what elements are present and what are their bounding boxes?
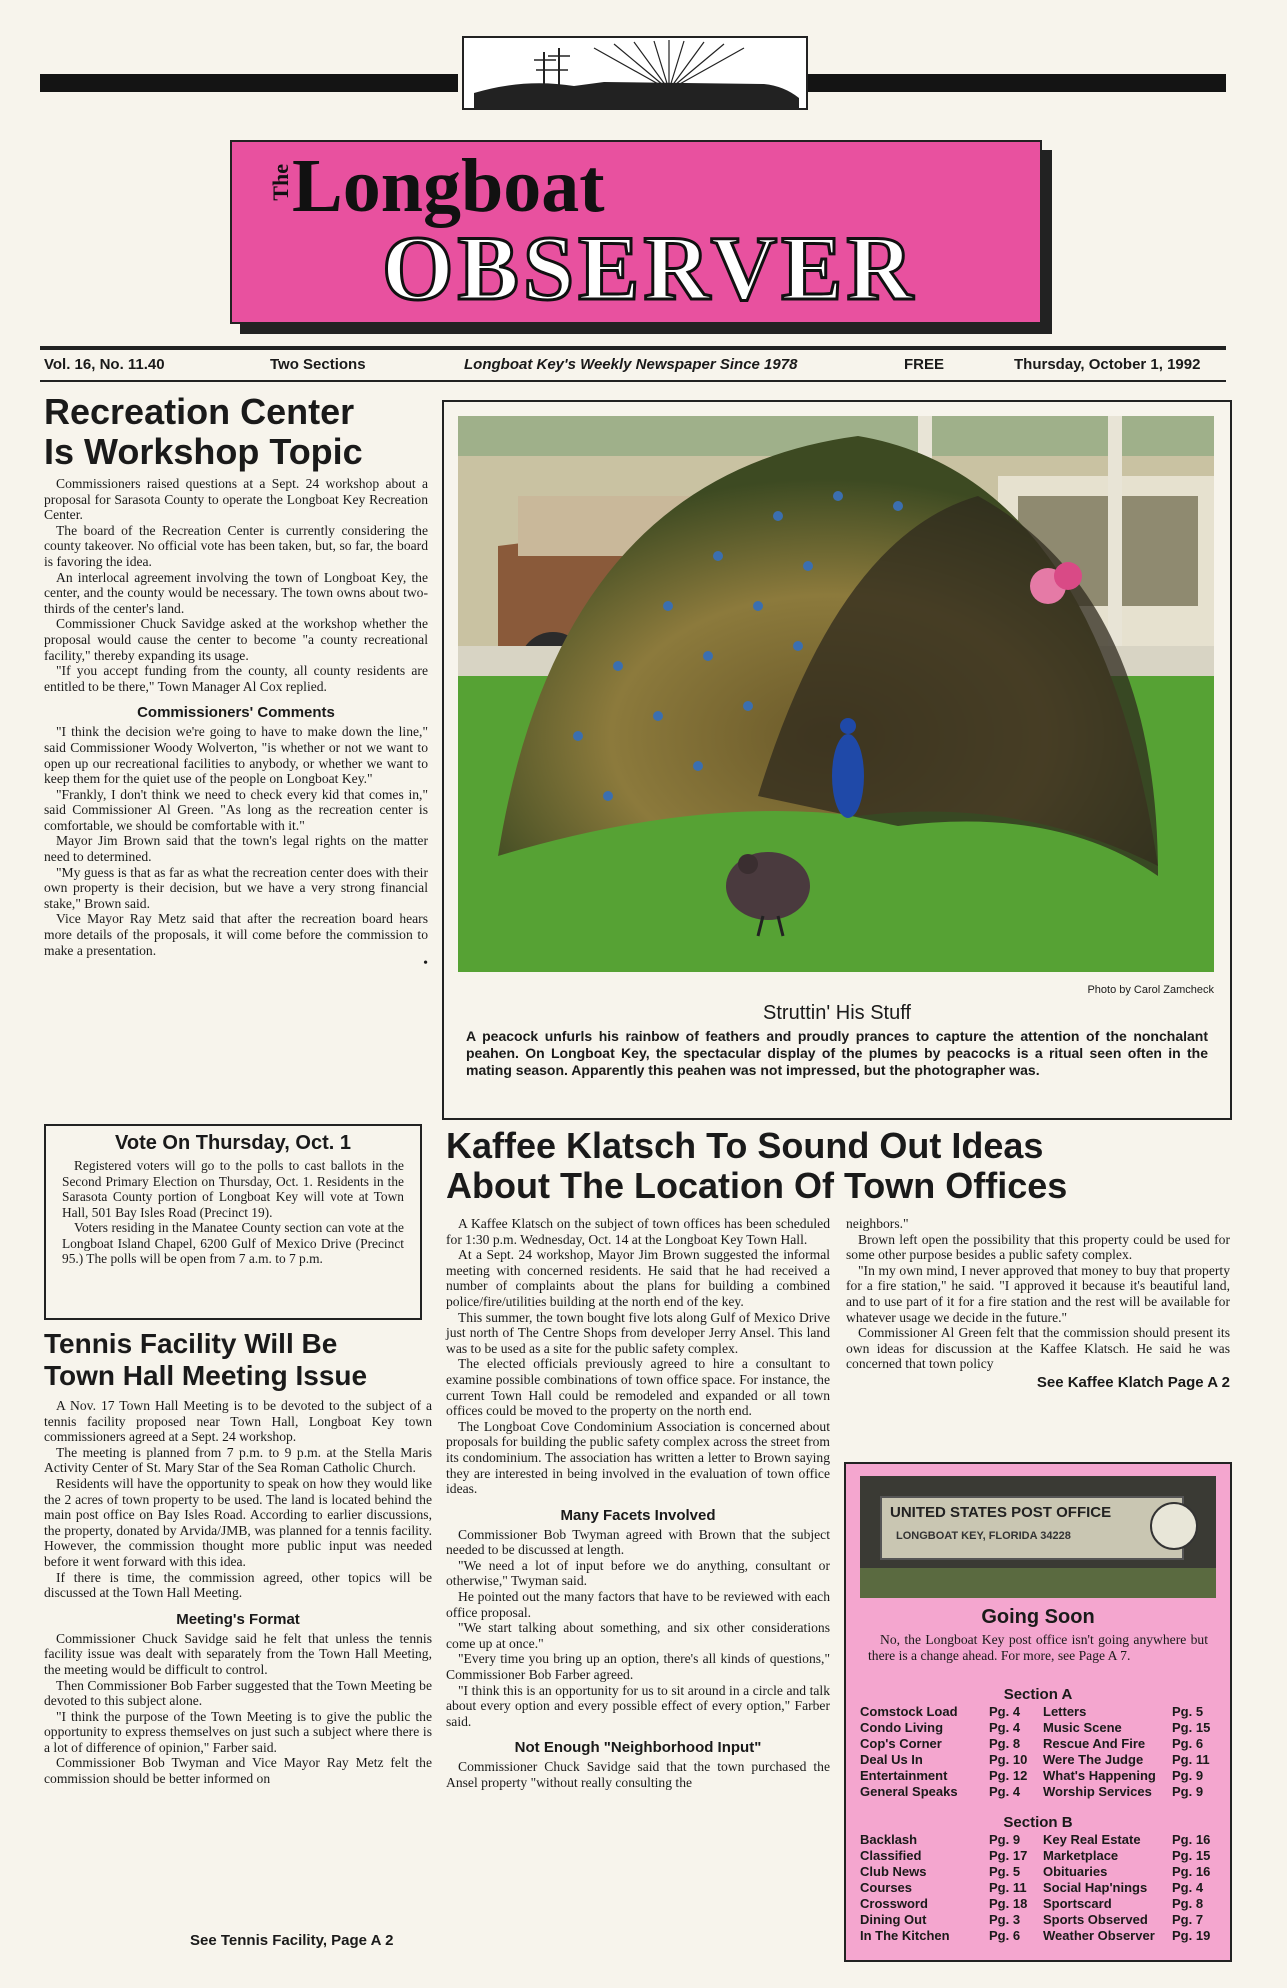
kaffee-paragraph: "We need a lot of input before we do anything, consultant or otherwise," Twyman said.: [446, 1557, 830, 1589]
article-recreation: [44, 392, 428, 970]
tennis-headline-line1: Tennis Facility Will Be: [44, 1328, 338, 1359]
index-name: Classified: [860, 1848, 922, 1863]
kaffee-paragraph: "In my own mind, I never approved that money to buy that property for a fire station," he said. "I approved it because it's beautiful land, and to use part of it for a fire station and the rest will be available for whatever usage we decide in the future.": [846, 1262, 1230, 1325]
index-name: General Speaks: [860, 1784, 958, 1799]
index-page: Pg. 4: [989, 1784, 1021, 1799]
recreation-headline: [44, 392, 428, 472]
kaffee-paragraph: A Kaffee Klatsch on the subject of town offices has been scheduled for 1:30 p.m. Wednesday, Oct. 14 at the Longboat Key Town Hall.: [446, 1216, 830, 1247]
dateline: [44, 356, 1224, 376]
index-name: In The Kitchen: [860, 1928, 950, 1943]
tennis-paragraph: "I think the purpose of the Town Meeting is to give the public the opportunity to express themselves on just such a subject where there is a lot of difference of opinion," Farber said.: [44, 1708, 432, 1755]
post-office-photo: [860, 1476, 1216, 1598]
kaffee-jump-link[interactable]: See Kaffee Klatch Page A 2: [1036, 1373, 1230, 1391]
kaffee-column-2: [846, 1216, 1230, 1391]
index-name: Key Real Estate: [1043, 1832, 1141, 1847]
dateline-tagline: Longboat Key's Weekly Newspaper Since 1978: [464, 356, 798, 373]
kaffee-paragraph: At a Sept. 24 workshop, Mayor Jim Brown suggested the informal meeting with concerned residents. He said that he had received a number of complaints about the plans for building a combined police/fire/utilities building at the north end of the key.: [446, 1247, 830, 1309]
index-page: Pg. 6: [1172, 1736, 1204, 1751]
recreation-paragraph: "My guess is that as far as what the recreation center does with their own property is their decision, but we have a very strong financial stake," Brown said.: [44, 864, 428, 911]
index-row: [860, 1784, 1220, 1800]
index-row: [860, 1928, 1220, 1944]
kaffee-paragraph: Brown left open the possibility that this property could be used for some other purpose besides a public safety complex.: [846, 1231, 1230, 1263]
kaffee-paragraph: Commissioner Chuck Savidge said that the town purchased the Ansel property "without really consulting the: [446, 1759, 830, 1790]
index-name: Comstock Load: [860, 1704, 958, 1719]
vote-paragraph: Voters residing in the Manatee County section can vote at the Longboat Island Chapel, 6200 Gulf of Mexico Drive (Precinct 95.) The polls will be open from 7 a.m. to 7 p.m.: [62, 1220, 404, 1266]
index-name: Were The Judge: [1043, 1752, 1144, 1767]
index-name: Courses: [860, 1880, 913, 1895]
going-soon-text: No, the Longboat Key post office isn't going anywhere but there is a change ahead. For more, see Page A 7.: [868, 1632, 1208, 1663]
tennis-paragraph: The meeting is planned from 7 p.m. to 9 p.m. at the Stella Maris Activity Center of St. Mary Star of the Sea Roman Catholic Church.: [44, 1444, 432, 1476]
tennis-paragraph: If there is time, the commission agreed, other topics will be discussed at the Town Hall Meeting.: [44, 1569, 432, 1601]
index-page: Pg. 5: [1172, 1704, 1204, 1719]
recreation-headline-line2: Is Workshop Topic: [44, 431, 363, 472]
index-page: Pg. 17: [989, 1848, 1028, 1863]
kaffee-headline-line2: About The Location Of Town Offices: [446, 1165, 1068, 1206]
index-name: Music Scene: [1043, 1720, 1122, 1735]
index-page: Pg. 16: [1172, 1832, 1211, 1847]
index-name: Rescue And Fire: [1043, 1736, 1146, 1751]
index-page: Pg. 7: [1172, 1912, 1204, 1927]
going-soon-title: Going Soon: [981, 1606, 1095, 1628]
index-page: Pg. 11: [989, 1880, 1027, 1895]
kaffee-paragraph: He pointed out the many factors that have to be reviewed with each office proposal.: [446, 1589, 830, 1620]
index-name: Obituaries: [1043, 1864, 1108, 1879]
tennis-headline-line2: Town Hall Meeting Issue: [44, 1360, 368, 1391]
tennis-paragraph: A Nov. 17 Town Hall Meeting is to be devoted to the subject of a tennis facility proposed near Town Hall, Longboat Key town commissioners agreed at a Sept. 24 workshop.: [44, 1398, 432, 1445]
index-name: Worship Services: [1043, 1784, 1152, 1799]
recreation-paragraph: Mayor Jim Brown said that the town's legal rights on the matter need to determined.: [44, 833, 428, 865]
index-page: Pg. 9: [1172, 1768, 1204, 1783]
index-name: Deal Us In: [860, 1752, 923, 1767]
index-row: [860, 1768, 1220, 1784]
index-page: Pg. 9: [989, 1832, 1021, 1847]
eagle-icon: [1150, 1502, 1198, 1550]
index-page: Pg. 3: [989, 1912, 1021, 1927]
post-office-sign-line2: LONGBOAT KEY, FLORIDA 34228: [896, 1530, 1071, 1542]
kaffee-paragraph: The Longboat Cove Condominium Association is concerned about proposals for building the public safety complex across the street from its condominium. The association has written a letter to Brown saying they are interested in being involved in the evaluation of town office ideas.: [446, 1418, 830, 1497]
kaffee-paragraph: Commissioner Bob Twyman agreed with Brown that the subject needed to be discussed at length.: [446, 1526, 830, 1558]
index-page: Pg. 15: [1172, 1720, 1211, 1735]
index-row: [860, 1848, 1220, 1864]
index-row: [860, 1912, 1220, 1928]
kaffee-paragraph: The elected officials previously agreed to hire a consultant to examine possible combinations of town office space. For instance, the current Town Hall could be remodeled and expanded or all town offices could be moved to the property on the north end.: [446, 1356, 830, 1419]
tennis-subhead: Meeting's Format: [176, 1610, 300, 1628]
post-office-sign: [880, 1496, 1184, 1560]
index-row: [860, 1880, 1220, 1896]
index-page: Pg. 15: [1172, 1848, 1211, 1863]
index-name: Club News: [860, 1864, 927, 1879]
index-name: Sportscard: [1043, 1896, 1112, 1911]
recreation-headline-line1: Recreation Center: [44, 391, 355, 432]
masthead-the: The: [268, 164, 293, 201]
vote-paragraph: Registered voters will go to the polls to cast ballots in the Second Primary Election on Thursday, Oct. 1. Residents in the Sarasota County portion of Longboat Key will vote at Town Hall, 501 Bay Isles Road (Precinct 19).: [62, 1158, 404, 1220]
index-row: [860, 1896, 1220, 1912]
recreation-paragraph: The board of the Recreation Center is currently considering the county takeover. No official vote has been taken, but, so far, the board is favoring the idea.: [44, 522, 428, 569]
index-name: Weather Observer: [1043, 1928, 1155, 1943]
kaffee-paragraph: "We start talking about something, and six other considerations come up at once.": [446, 1620, 830, 1651]
index-name: Cop's Corner: [860, 1736, 942, 1751]
index-page: Pg. 10: [989, 1752, 1028, 1767]
kaffee-subhead-neighborhood: Not Enough "Neighborhood Input": [514, 1739, 762, 1757]
dateline-sections: Two Sections: [270, 356, 366, 373]
index-row: [860, 1752, 1220, 1768]
index-name: Sports Observed: [1043, 1912, 1148, 1927]
index-page: Pg. 8: [1172, 1896, 1204, 1911]
index-name: Entertainment: [860, 1768, 948, 1783]
index-page: Pg. 8: [989, 1736, 1021, 1751]
index-page: Pg. 19: [1172, 1928, 1211, 1943]
photo-credit: Photo by Carol Zamcheck: [1087, 984, 1214, 996]
index-page: Pg. 16: [1172, 1864, 1211, 1879]
recreation-paragraph: Commissioner Chuck Savidge asked at the workshop whether the proposal would cause the center to become "a county recreational facility," thereby expanding its usage.: [44, 616, 428, 663]
kaffee-paragraph: "Every time you bring up an option, there's all kinds of questions," Commissioner Bob Farber agreed.: [446, 1651, 830, 1683]
index-page: Pg. 4: [989, 1720, 1021, 1735]
article-tennis: [44, 1328, 432, 1787]
kaffee-paragraph: This summer, the town bought five lots along Gulf of Mexico Drive just north of The Centre Shops from developer Jerry Ansel. This land was to be used as a site for the public safety complex.: [446, 1309, 830, 1356]
section-a-label: Section A: [1003, 1686, 1073, 1703]
index-page: Pg. 18: [989, 1896, 1028, 1911]
masthead-name-observer: OBSERVER: [382, 217, 917, 319]
section-a-index: [860, 1704, 1220, 1800]
dateline-rule-bottom: [40, 380, 1226, 382]
index-page: Pg. 6: [989, 1928, 1021, 1943]
dateline-volume: Vol. 16, No. 11.40: [44, 356, 165, 373]
index-name: Dining Out: [860, 1912, 927, 1927]
recreation-paragraph: Vice Mayor Ray Metz said that after the recreation board hears more details of the proposals, it will come before the commission to make a presentation.: [44, 911, 428, 958]
index-name: Backlash: [860, 1832, 918, 1847]
shrubs: [860, 1568, 1216, 1598]
recreation-paragraph: "If you accept funding from the county, all county residents are entitled to be there," Town Manager Al Cox replied.: [44, 663, 428, 694]
tennis-paragraph: Commissioner Bob Twyman and Vice Mayor Ray Metz felt the commission should be better informed on: [44, 1755, 432, 1787]
tennis-headline: [44, 1328, 432, 1392]
recreation-paragraph: Commissioners raised questions at a Sept. 24 workshop about a proposal for Sarasota County to operate the Longboat Key Recreation Center.: [44, 476, 428, 523]
recreation-paragraph: "Frankly, I don't think we need to check every kid that comes in," said Commissioner Al Green. "As long as the recreation center is comfortable, we should be comfortable with it.": [44, 786, 428, 833]
dateline-price: FREE: [904, 356, 945, 373]
ship-logo-icon: [462, 36, 808, 110]
photo-title: Struttin' His Stuff: [763, 1002, 911, 1024]
kaffee-headline-line1: Kaffee Klatsch To Sound Out Ideas: [446, 1125, 1044, 1166]
vote-box: [44, 1124, 422, 1320]
index-page: Pg. 4: [989, 1704, 1021, 1719]
recreation-end-mark: •: [423, 956, 428, 972]
index-row: [860, 1704, 1220, 1720]
recreation-body: [44, 476, 428, 970]
dateline-date: Thursday, October 1, 1992: [1014, 356, 1201, 373]
masthead-nameplate: [230, 140, 1042, 324]
tennis-paragraph: Residents will have the opportunity to speak on how they would like the 2 acres of town property to be used. The land is located behind the main post office on Bay Isles Road. According to earlier discussions, the property, donated by Arvida/JMB, was planned for a tennis facility. However, the commission thought more public input was needed before it went forward with this idea.: [44, 1475, 432, 1569]
index-name: Marketplace: [1043, 1848, 1119, 1863]
kaffee-paragraph: Commissioner Al Green felt that the commission should present its own ideas for discussion at the Kaffee Klatsch. He said he was concerned that town policy: [846, 1325, 1230, 1372]
tennis-body: [44, 1398, 432, 1787]
index-row: [860, 1864, 1220, 1880]
index-name: Social Hap'nings: [1043, 1880, 1148, 1895]
index-row: [860, 1832, 1220, 1848]
kaffee-paragraph: neighbors.": [846, 1216, 909, 1231]
index-row: [860, 1720, 1220, 1736]
kaffee-headline: [446, 1126, 1226, 1206]
vote-headline: Vote On Thursday, Oct. 1: [115, 1132, 351, 1154]
post-office-sign-line1: UNITED STATES POST OFFICE: [890, 1504, 1112, 1521]
tennis-paragraph: Then Commissioner Bob Farber suggested that the Town Meeting be devoted to this subject alone.: [44, 1677, 432, 1709]
index-name: Crossword: [860, 1896, 928, 1911]
section-b-index: [860, 1832, 1220, 1944]
section-b-label: Section B: [1003, 1814, 1073, 1831]
index-page: Pg. 4: [1172, 1880, 1204, 1895]
index-page: Pg. 11: [1172, 1752, 1210, 1767]
recreation-paragraph: "I think the decision we're going to have to make down the line," said Commissioner Woody Wolverton, "is whether or not we want to open up our recreational facilities to anybody, or whether we want to keep them for the quiet use of the people on Longboat Key.": [44, 724, 428, 787]
tennis-paragraph: Commissioner Chuck Savidge said he felt that unless the tennis facility issue was dealt with separately from the Town Hall Meeting, the meeting would be difficult to control.: [44, 1630, 432, 1677]
kaffee-paragraph: "I think this is an opportunity for us to sit around in a circle and talk about every option and every possible effect of every option," Farber said.: [446, 1682, 830, 1729]
masthead-bar-left: [40, 74, 458, 92]
index-name: What's Happening: [1043, 1768, 1156, 1783]
masthead-bar-right: [808, 74, 1226, 92]
index-page: Pg. 5: [989, 1864, 1021, 1879]
index-page: Pg. 9: [1172, 1784, 1204, 1799]
index-page: Pg. 12: [989, 1768, 1028, 1783]
kaffee-subhead-facets: Many Facets Involved: [560, 1506, 716, 1524]
going-soon-box: [844, 1462, 1232, 1962]
recreation-subhead: Commissioners' Comments: [137, 704, 335, 722]
index-name: Condo Living: [860, 1720, 944, 1735]
tennis-jump-link[interactable]: See Tennis Facility, Page A 2: [190, 1932, 394, 1949]
index-name: Letters: [1043, 1704, 1087, 1719]
recreation-paragraph: An interlocal agreement involving the town of Longboat Key, the center, and the county would be necessary. The town owns about two-thirds of the center's land.: [44, 569, 428, 616]
kaffee-column-1: [446, 1216, 830, 1791]
photo-caption: A peacock unfurls his rainbow of feathers and proudly prances to capture the attention of the nonchalant peahen. On Longboat Key, the spectacular display of the plumes by peacocks is a ritual seen often in the mating season. Apparently this peahen was not impressed, but the photographer was.: [466, 1028, 1208, 1078]
peacock-photo: [458, 416, 1214, 972]
dateline-rule-top: [40, 346, 1226, 350]
photo-frame: [442, 400, 1232, 1120]
index-row: [860, 1736, 1220, 1752]
masthead-name-longboat: Longboat: [292, 144, 605, 228]
